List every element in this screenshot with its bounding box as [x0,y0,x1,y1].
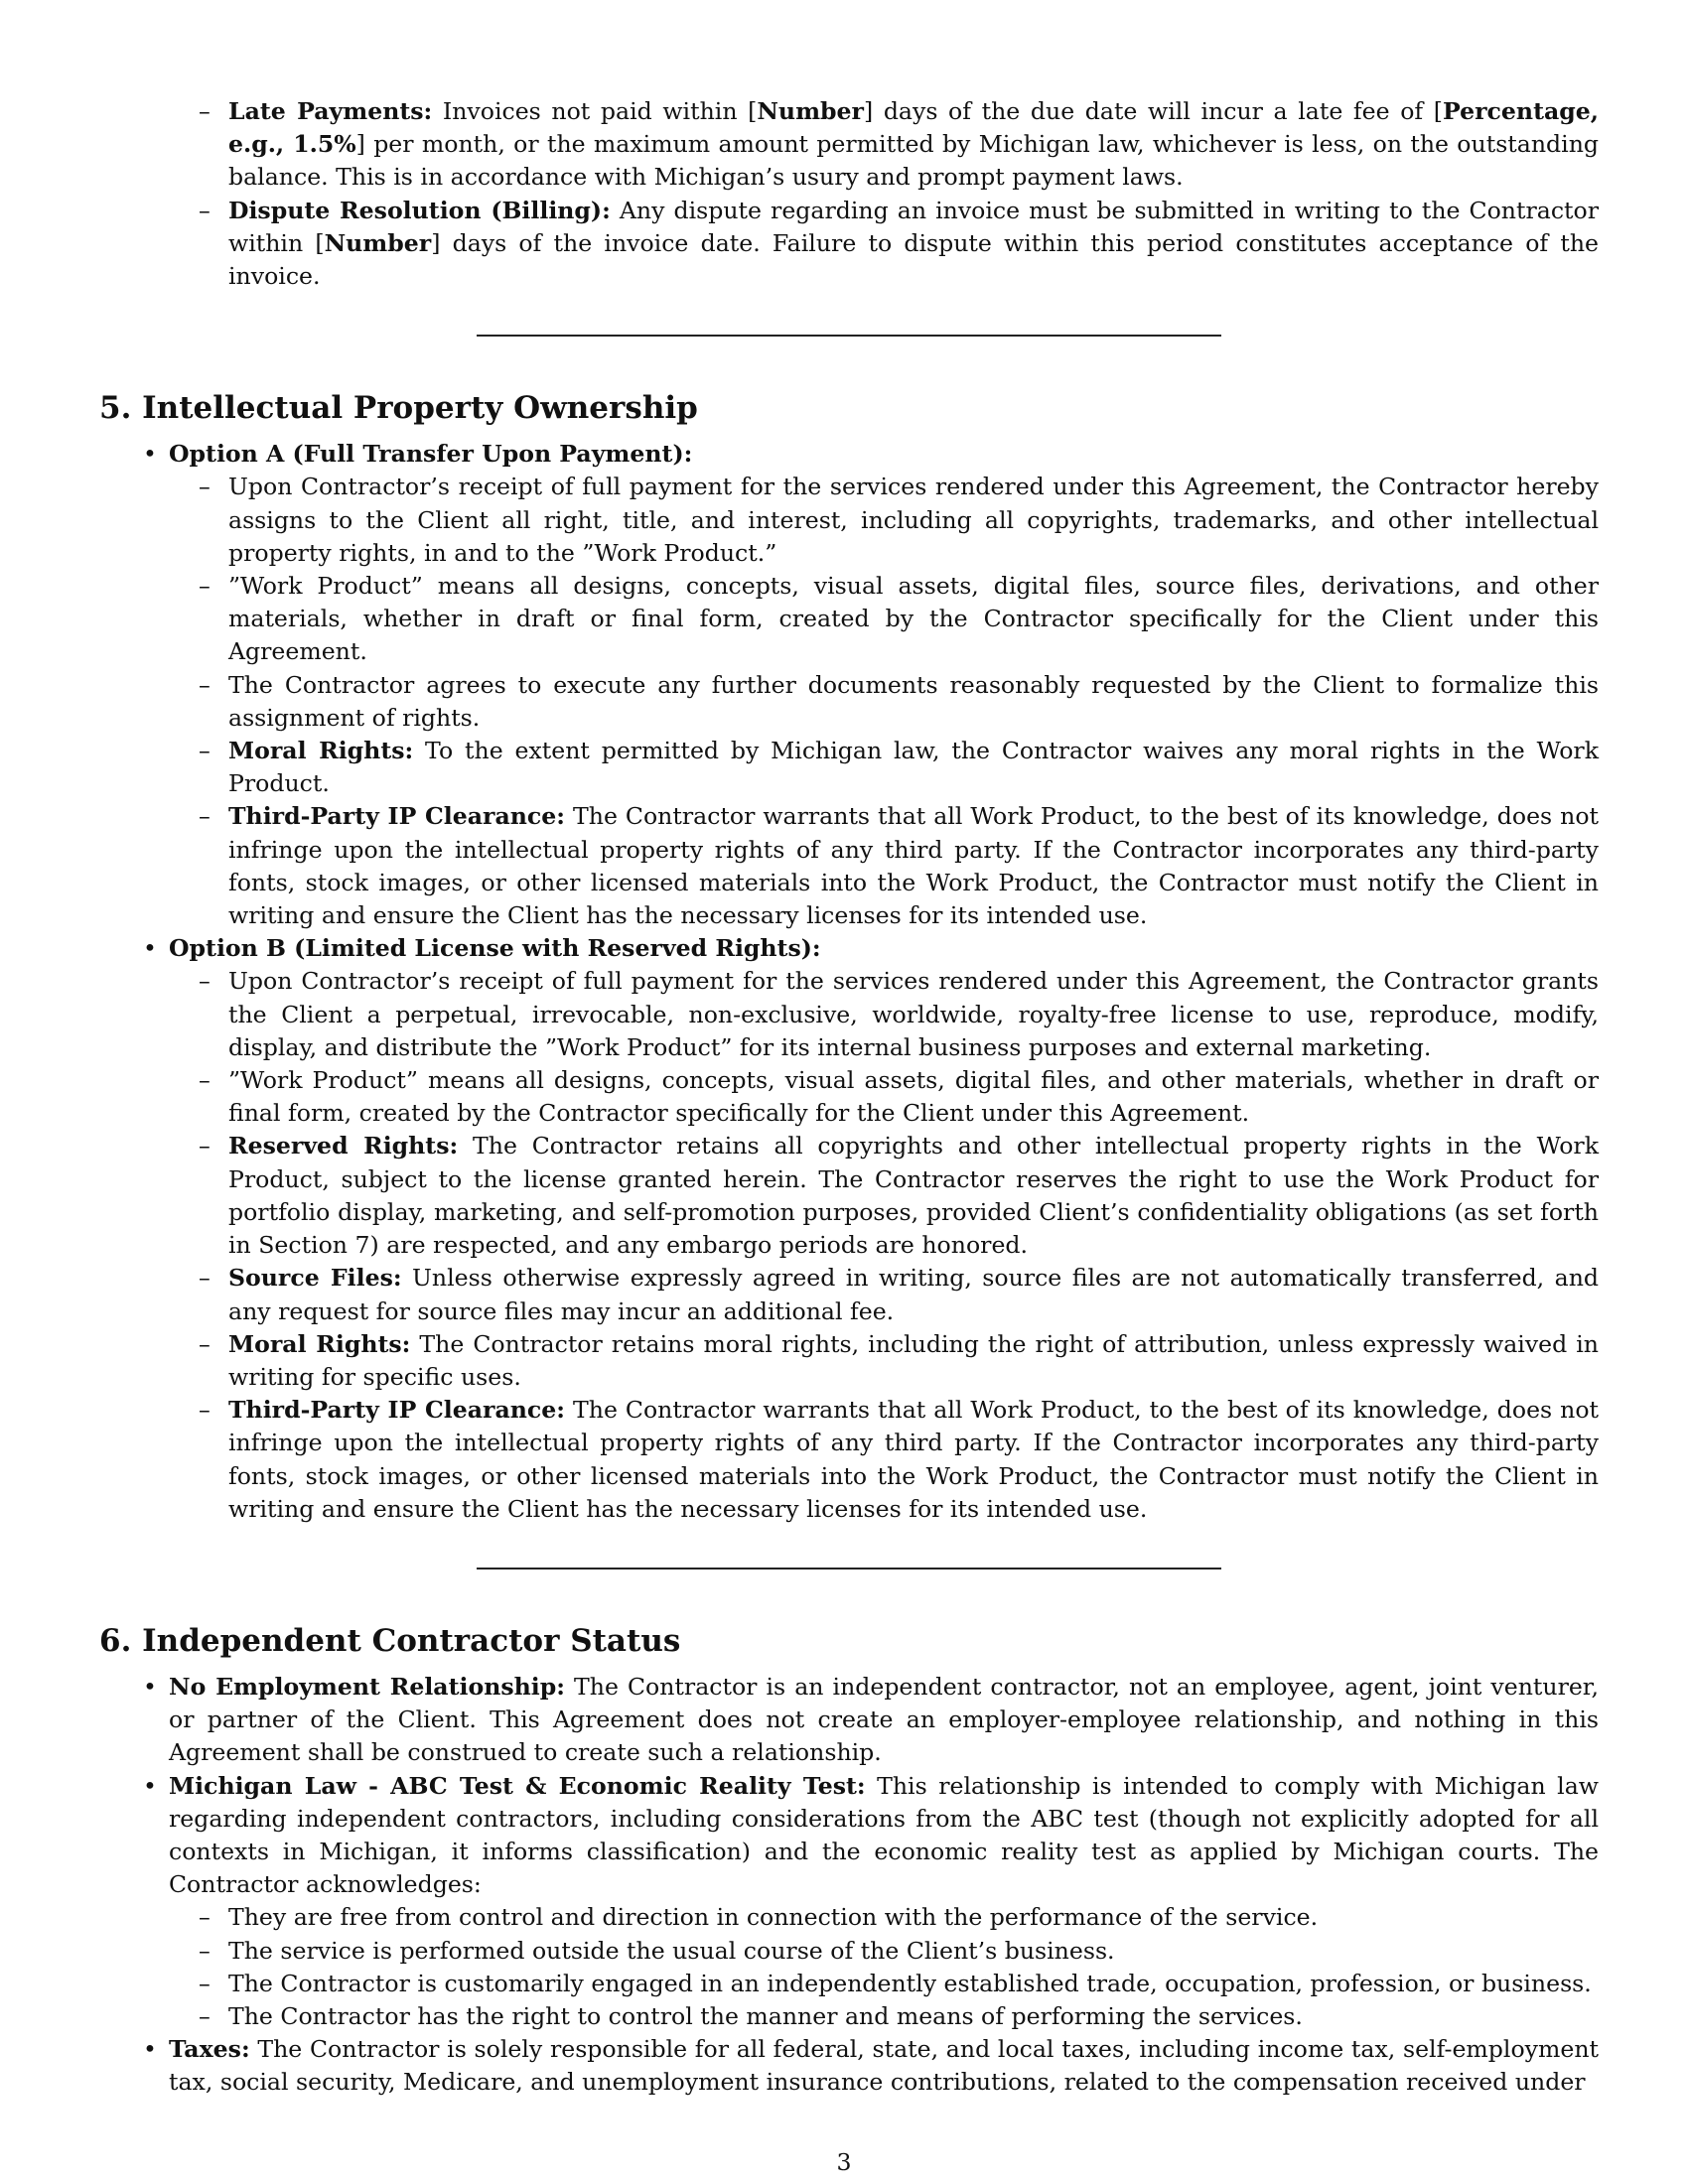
clause-label: Source Files: [228,1264,402,1293]
no-employment-label: No Employment Relationship: [169,1672,565,1701]
clause-text: The Contractor warrants that all Work Product, to the best of its knowledge, does not infringe upon the intellectual property rights of any third party. If the Contractor incorporates any third-party fonts, stock images, or other licensed materials into the Work Product, the Contractor must notify the Client in writing and ensure the Client has the necessary licenses for its intended use. [228,802,1600,930]
abc-test-point: – The service is performed outside the usual course of the Client’s business. [228,1935,1599,1968]
clause-label: Reserved Rights: [228,1132,459,1160]
late-payments-text-1: Invoices not paid within [ [432,97,758,125]
abc-test-label: Michigan Law - ABC Test & Economic Reality Test: [169,1771,866,1800]
option-b-clause [228,1130,1599,1262]
abc-test-sublist [169,1901,1599,2033]
dispute-resolution-item [228,195,1599,294]
clause-label: Third-Party IP Clearance: [228,1396,566,1425]
option-b-clause [228,1328,1599,1394]
option-b-sublist [169,965,1599,1525]
no-employment-text: The Contractor is an independent contractor, not an employee, agent, joint venturer, or partner of the Client. This Agreement does not create an employer-employee relationship, and nothing in this Agreement shall be construed to create such a relationship. [169,1672,1599,1767]
option-a-clause [228,800,1599,932]
abc-test-point: – The Contractor is customarily engaged in an independently established trade, occupation, profession, or business. [228,1968,1599,2000]
late-payments-days-placeholder: Number [757,97,864,125]
clause-text: The Contractor warrants that all Work Product, to the best of its knowledge, does not infringe upon the intellectual property rights of any third party. If the Contractor incorporates any third-party fonts, stock images, or other licensed materials into the Work Product, the Contractor must notify the Client in writing and ensure the Client has the necessary licenses for its intended use. [228,1396,1600,1523]
option-b-clause [228,1064,1599,1130]
page-number: 3 [836,2148,852,2176]
option-b-clause [228,1262,1599,1327]
late-payments-rate-placeholder: Percentage, e.g., 1.5% [228,97,1599,159]
option-a-clause [228,471,1599,570]
taxes-text: The Contractor is solely responsible for all federal, state, and local taxes, including income tax, self-employment tax, social security, Medicare, and unemployment insurance contributions, related to the compensation received under [169,2035,1599,2097]
section-divider [477,1568,1221,1570]
dispute-resolution-text-2: ] days of the invoice date. Failure to dispute within this period constitutes acceptance of the invoice. [228,228,1600,291]
option-a-item [169,438,1599,932]
option-b-item [169,932,1599,1526]
dispute-resolution-label: Dispute Resolution (Billing): [228,196,611,224]
clause-label: Moral Rights: [228,737,414,765]
late-payments-label: Late Payments: [228,97,433,125]
dispute-days-placeholder: Number [324,228,432,257]
abc-test-item [169,1770,1599,2034]
option-b-label: Option B (Limited License with Reserved Rights): [169,934,821,963]
option-a-label: Option A (Full Transfer Upon Payment): [169,440,693,469]
late-payments-text-3: ] per month, or the maximum amount permitted by Michigan law, whichever is less, on the outstanding balance. This is in accordance with Michigan’s usury and prompt payment laws. [228,130,1599,192]
document-page [99,95,1599,2100]
section-5-list [99,438,1599,1526]
late-payments-text-2: ] days of the due date will incur a late fee of [ [863,97,1443,125]
no-employment-item [169,1671,1599,1770]
section-5-heading: 5. Intellectual Property Ownership [99,390,698,427]
option-b-clause [228,965,1599,1064]
abc-test-text: This relationship is intended to comply with Michigan law regarding independent contractors, including considerations from the ABC test (though not explicitly adopted for all contexts in Michigan, it informs classification) and the economic reality test as applied by Michigan courts. The Contractor acknowledges: [169,1771,1599,1899]
dispute-resolution-text-1: Any dispute regarding an invoice must be submitted in writing to the Contractor within [ [228,196,1599,257]
late-payments-item [228,95,1599,195]
abc-test-point: – The Contractor has the right to control the manner and means of performing the services. [228,2000,1599,2033]
clause-label: Moral Rights: [228,1329,411,1358]
clause-text: Upon Contractor’s receipt of full payment for the services rendered under this Agreement, the Contractor grants the Client a perpetual, irrevocable, non-exclusive, worldwide, royalty-free license to use, reproduce, modify, display, and distribute the ”Work Product” for its internal business purposes and external marketing. [228,967,1599,1061]
clause-text: The Contractor retains moral rights, including the right of attribution, unless expressly waived in writing for specific uses. [228,1329,1599,1391]
option-a-clause [228,735,1599,800]
clause-text: The Contractor agrees to execute any further documents reasonably requested by the Client to formalize this assignment of rights. [228,670,1599,732]
clause-text: Upon Contractor’s receipt of full payment for the services rendered under this Agreement, the Contractor hereby assigns to the Client all right, title, and interest, including all copyrights, trademarks, and other intellectual property rights, in and to the ”Work Product.” [228,473,1599,567]
section-6-list [99,1671,1599,2100]
option-a-sublist [169,471,1599,932]
clause-label: Third-Party IP Clearance: [228,802,566,831]
clause-text: Unless otherwise expressly agreed in writing, source files are not automatically transferred, and any request for source files may incur an additional fee. [228,1264,1599,1325]
clause-text: ”Work Product” means all designs, concepts, visual assets, digital files, and other materials, whether in draft or final form, created by the Contractor specifically for the Client under this Agreement. [228,1066,1599,1128]
abc-test-point: – They are free from control and direction in connection with the performance of the service. [228,1901,1599,1934]
option-a-clause [228,570,1599,669]
section-6-heading: 6. Independent Contractor Status [99,1622,681,1659]
section-divider [477,335,1221,337]
clause-text: To the extent permitted by Michigan law, the Contractor waives any moral rights in the Work Product. [228,737,1599,798]
clause-text: ”Work Product” means all designs, concepts, visual assets, digital files, source files, derivations, and other materials, whether in draft or final form, created by the Contractor specifically for the Client under this Agreement. [228,572,1599,666]
taxes-label: Taxes: [169,2035,250,2064]
option-a-clause [228,669,1599,735]
taxes-item [169,2033,1599,2099]
option-b-clause [228,1394,1599,1526]
clause-text: The Contractor retains all copyrights and other intellectual property rights in the Work Product, subject to the license granted herein. The Contractor reserves the right to use the Work Product for portfolio display, marketing, and self-promotion purposes, provided Client’s confidentiality obligations (as set forth in Section 7) are respected, and any embargo periods are honored. [228,1132,1599,1260]
billing-terms-list [99,95,1599,293]
